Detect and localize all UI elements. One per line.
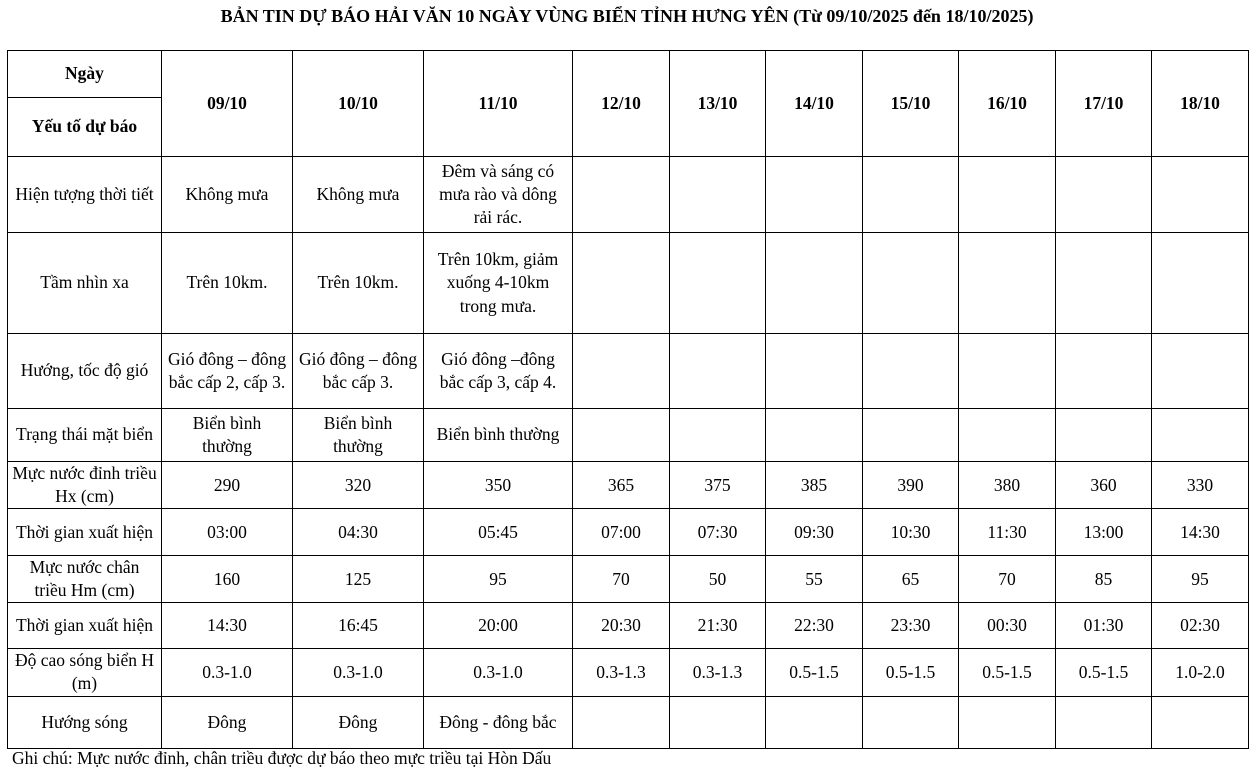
table-cell: 50 (670, 556, 766, 603)
table-cell: 160 (162, 556, 293, 603)
factor-label: Yếu tố dự báo (31, 116, 138, 137)
table-cell: 330 (1152, 462, 1249, 509)
table-cell (1152, 696, 1249, 748)
table-row-weather (8, 157, 1249, 233)
table-cell: 0.3-1.3 (670, 649, 766, 696)
table-cell: 00:30 (959, 603, 1056, 649)
table-cell (863, 157, 959, 233)
table-row-wave-direction (8, 696, 1249, 748)
table-cell: 23:30 (863, 603, 959, 649)
table-cell (766, 157, 863, 233)
table-cell (959, 157, 1056, 233)
table-cell: Đêm và sáng có mưa rào và dông rải rác. (424, 157, 573, 233)
table-row-low-tide-level (8, 556, 1249, 603)
table-cell: 65 (863, 556, 959, 603)
table-cell (1056, 696, 1152, 748)
date-header: 16/10 (959, 51, 1056, 157)
table-cell (766, 233, 863, 334)
table-cell: 07:00 (573, 509, 670, 556)
table-cell: 350 (424, 462, 573, 509)
date-header: 11/10 (424, 51, 573, 157)
table-cell: 07:30 (670, 509, 766, 556)
table-cell (863, 696, 959, 748)
table-cell: Đông (162, 696, 293, 748)
table-row-wind (8, 334, 1249, 409)
table-cell (1152, 409, 1249, 462)
table-cell (959, 409, 1056, 462)
table-cell: 0.3-1.0 (293, 649, 424, 696)
table-row-wave-height (8, 649, 1249, 696)
table-cell: 125 (293, 556, 424, 603)
table-cell (863, 409, 959, 462)
table-cell (1056, 409, 1152, 462)
table-cell: 0.3-1.0 (162, 649, 293, 696)
table-cell: Biển bình thường (293, 409, 424, 462)
table-cell (573, 157, 670, 233)
table-cell (573, 233, 670, 334)
date-header: 15/10 (863, 51, 959, 157)
page-title: BẢN TIN DỰ BÁO HẢI VĂN 10 NGÀY VÙNG BIỂN TỈNH HƯNG YÊN (Từ 09/10/2025 đến 18/10/2025) (220, 6, 1034, 26)
table-cell: Gió đông –đông bắc cấp 3, cấp 4. (424, 334, 573, 409)
table-cell (766, 334, 863, 409)
table-cell: 05:45 (424, 509, 573, 556)
date-header: 12/10 (573, 51, 670, 157)
table-cell: 11:30 (959, 509, 1056, 556)
row-label: Hướng sóng (8, 696, 162, 748)
table-cell (959, 334, 1056, 409)
table-cell (959, 233, 1056, 334)
table-cell (959, 696, 1056, 748)
table-cell (573, 409, 670, 462)
date-header: 13/10 (670, 51, 766, 157)
table-cell: Gió đông – đông bắc cấp 3. (293, 334, 424, 409)
row-label: Hiện tượng thời tiết (8, 157, 162, 233)
table-cell: Gió đông – đông bắc cấp 2, cấp 3. (162, 334, 293, 409)
table-cell (766, 696, 863, 748)
row-label: Mực nước đỉnh triều Hx (cm) (8, 462, 162, 509)
table-cell: Đông (293, 696, 424, 748)
date-header: 17/10 (1056, 51, 1152, 157)
table-cell: 0.5-1.5 (959, 649, 1056, 696)
table-cell: 390 (863, 462, 959, 509)
table-cell: 375 (670, 462, 766, 509)
table-cell: 20:30 (573, 603, 670, 649)
table-cell (1056, 334, 1152, 409)
table-cell: 0.5-1.5 (1056, 649, 1152, 696)
table-cell: 20:00 (424, 603, 573, 649)
table-cell: 21:30 (670, 603, 766, 649)
table-cell (573, 696, 670, 748)
table-cell: 85 (1056, 556, 1152, 603)
header-corner-cell (8, 51, 162, 157)
table-cell (670, 409, 766, 462)
table-cell (670, 157, 766, 233)
table-cell: 360 (1056, 462, 1152, 509)
table-cell: Biển bình thường (162, 409, 293, 462)
table-cell: Không mưa (293, 157, 424, 233)
row-label: Thời gian xuất hiện (8, 603, 162, 649)
row-label: Tầm nhìn xa (8, 233, 162, 334)
table-cell (670, 233, 766, 334)
header-row (8, 51, 1249, 157)
table-cell: Không mưa (162, 157, 293, 233)
forecast-table (7, 50, 1249, 749)
table-cell: 02:30 (1152, 603, 1249, 649)
table-cell: 14:30 (1152, 509, 1249, 556)
day-label: Ngày (8, 51, 161, 98)
table-cell: 09:30 (766, 509, 863, 556)
table-cell: 0.3-1.0 (424, 649, 573, 696)
table-cell: 0.5-1.5 (766, 649, 863, 696)
table-row-high-tide-time (8, 509, 1249, 556)
table-cell (670, 696, 766, 748)
row-label: Thời gian xuất hiện (8, 509, 162, 556)
table-cell (573, 334, 670, 409)
table-cell: 14:30 (162, 603, 293, 649)
table-cell: 22:30 (766, 603, 863, 649)
table-cell (1152, 157, 1249, 233)
table-cell (1056, 233, 1152, 334)
table-cell: 95 (1152, 556, 1249, 603)
table-cell: 16:45 (293, 603, 424, 649)
table-cell: 70 (959, 556, 1056, 603)
table-row-low-tide-time (8, 603, 1249, 649)
table-cell: 290 (162, 462, 293, 509)
table-row-visibility (8, 233, 1249, 334)
table-cell: Trên 10km. (293, 233, 424, 334)
row-label: Trạng thái mặt biển (8, 409, 162, 462)
table-cell: 95 (424, 556, 573, 603)
table-cell (1152, 233, 1249, 334)
table-cell: 01:30 (1056, 603, 1152, 649)
table-cell: 1.0-2.0 (1152, 649, 1249, 696)
row-label: Mực nước chân triều Hm (cm) (8, 556, 162, 603)
table-row-high-tide-level (8, 462, 1249, 509)
date-header: 09/10 (162, 51, 293, 157)
table-cell: 365 (573, 462, 670, 509)
table-cell (670, 334, 766, 409)
table-cell (1152, 334, 1249, 409)
date-header: 10/10 (293, 51, 424, 157)
table-cell: 0.5-1.5 (863, 649, 959, 696)
table-cell: 13:00 (1056, 509, 1152, 556)
table-cell: 03:00 (162, 509, 293, 556)
table-cell: 70 (573, 556, 670, 603)
table-cell: Biển bình thường (424, 409, 573, 462)
row-label: Hướng, tốc độ gió (8, 334, 162, 409)
date-header: 14/10 (766, 51, 863, 157)
table-cell (863, 334, 959, 409)
table-cell: 55 (766, 556, 863, 603)
table-cell: Trên 10km. (162, 233, 293, 334)
table-cell (863, 233, 959, 334)
table-cell: 10:30 (863, 509, 959, 556)
table-cell: 04:30 (293, 509, 424, 556)
table-cell: 385 (766, 462, 863, 509)
table-cell: 380 (959, 462, 1056, 509)
table-cell: 320 (293, 462, 424, 509)
table-cell: Đông - đông bắc (424, 696, 573, 748)
table-cell: Trên 10km, giảm xuống 4-10km trong mưa. (424, 233, 573, 334)
table-cell (766, 409, 863, 462)
footnote: Ghi chú: Mực nước đỉnh, chân triều được dự báo theo mực triều tại Hòn Dấu (12, 748, 552, 768)
table-row-sea-state (8, 409, 1249, 462)
table-cell: 0.3-1.3 (573, 649, 670, 696)
table-cell (1056, 157, 1152, 233)
date-header: 18/10 (1152, 51, 1249, 157)
row-label: Độ cao sóng biển H (m) (8, 649, 162, 696)
